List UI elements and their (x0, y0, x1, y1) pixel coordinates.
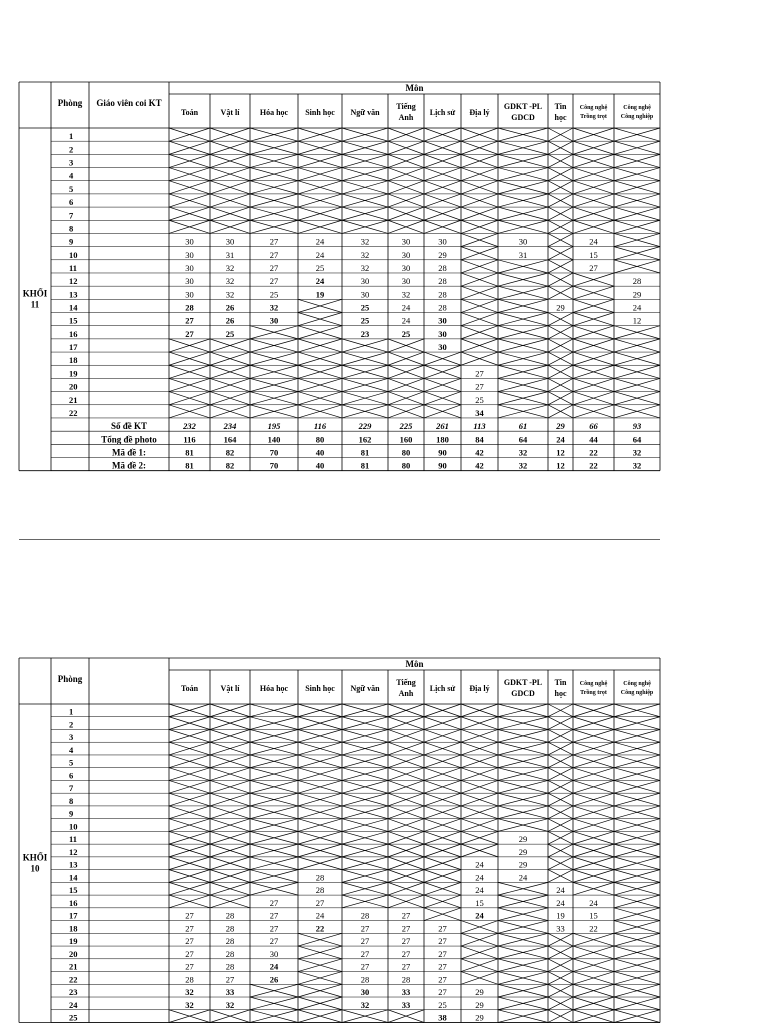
room-count-cell: 30 (185, 236, 194, 247)
subject-header: GDCD (511, 689, 535, 698)
room-number: 1 (69, 706, 74, 717)
room-count-cell: 27 (269, 936, 279, 947)
room-count-cell: 27 (438, 948, 447, 959)
room-number: 18 (69, 923, 78, 934)
room-count-cell: 32 (360, 249, 370, 260)
summary-value: 44 (589, 434, 598, 445)
room-count-cell: 27 (225, 974, 235, 985)
subject-header: Lịch sử (429, 108, 456, 117)
summary-value: 12 (556, 447, 565, 458)
subject-header: học (554, 113, 567, 122)
room-count-cell: 30 (401, 276, 411, 287)
gv-header: Giáo viên coi KT (96, 98, 162, 108)
subject-header: Công nghiệp (620, 690, 654, 696)
summary-value: 42 (475, 447, 484, 458)
summary-value: 195 (267, 421, 281, 432)
room-count-cell: 27 (360, 923, 370, 934)
room-count-cell: 27 (185, 315, 194, 326)
summary-value: 80 (401, 460, 411, 471)
room-count-cell: 29 (475, 999, 484, 1010)
room-number: 7 (69, 783, 74, 794)
room-number: 15 (69, 885, 78, 896)
room-count-cell: 29 (518, 834, 528, 845)
room-count-cell: 23 (360, 328, 370, 339)
room-count-cell: 19 (556, 910, 565, 921)
khoi-label: 10 (30, 863, 40, 874)
summary-value: 90 (438, 460, 447, 471)
room-count-cell: 29 (518, 859, 528, 870)
room-count-cell: 32 (269, 302, 279, 313)
room-count-cell: 15 (589, 249, 598, 260)
room-count-cell: 28 (438, 302, 447, 313)
room-count-cell: 27 (401, 961, 411, 972)
summary-value: 81 (185, 460, 194, 471)
room-count-cell: 24 (475, 872, 484, 883)
subject-header: Tin (554, 102, 567, 111)
room-count-cell: 24 (315, 276, 325, 287)
room-count-cell: 29 (438, 249, 447, 260)
summary-value: 42 (475, 460, 484, 471)
room-count-cell: 29 (632, 289, 642, 300)
room-count-cell: 33 (556, 923, 565, 934)
subject-header: Tiếng (396, 102, 416, 111)
room-number: 11 (69, 834, 78, 845)
summary-value: 24 (556, 434, 565, 445)
room-number: 16 (69, 897, 78, 908)
room-count-cell: 28 (225, 948, 235, 959)
room-number: 19 (69, 368, 78, 379)
room-count-cell: 28 (438, 289, 447, 300)
room-number: 6 (69, 197, 74, 208)
subject-header: Hóa học (259, 684, 289, 693)
room-count-cell: 32 (225, 276, 235, 287)
subject-header: Công nghiệp (620, 114, 654, 120)
summary-value: 160 (399, 434, 413, 445)
summary-value: 234 (223, 421, 237, 432)
summary-value: 84 (475, 434, 484, 445)
room-count-cell: 24 (315, 236, 325, 247)
khoi-label: KHỐI (22, 852, 48, 863)
subject-header: Địa lý (469, 108, 490, 117)
room-count-cell: 27 (360, 936, 370, 947)
room-count-cell: 25 (315, 262, 325, 273)
room-count-cell: 30 (401, 236, 411, 247)
room-count-cell: 30 (401, 249, 411, 260)
room-count-cell: 24 (475, 885, 484, 896)
room-number: 14 (69, 872, 78, 883)
room-count-cell: 28 (225, 923, 235, 934)
grade-10-exam-table (19, 658, 660, 1023)
room-number: 13 (69, 859, 78, 870)
room-count-cell: 24 (315, 910, 325, 921)
room-count-cell: 27 (401, 923, 411, 934)
room-count-cell: 30 (360, 987, 370, 998)
room-count-cell: 24 (475, 859, 484, 870)
room-count-cell: 30 (401, 262, 411, 273)
room-number: 20 (69, 381, 78, 392)
summary-value: 81 (360, 460, 370, 471)
room-count-cell: 34 (475, 407, 484, 418)
subject-header: Lịch sử (429, 684, 456, 693)
room-count-cell: 28 (225, 910, 235, 921)
room-number: 12 (69, 276, 78, 287)
subject-header: GDCD (511, 113, 535, 122)
summary-value: 40 (315, 460, 325, 471)
summary-value: 40 (315, 447, 325, 458)
room-number: 2 (69, 719, 74, 730)
room-count-cell: 32 (360, 236, 370, 247)
subject-header: Sinh học (305, 684, 335, 693)
room-count-cell: 25 (401, 328, 411, 339)
room-number: 7 (69, 210, 74, 221)
room-number: 4 (69, 744, 74, 755)
summary-value: 116 (183, 434, 196, 445)
room-count-cell: 33 (401, 999, 411, 1010)
room-count-cell: 28 (225, 936, 235, 947)
room-count-cell: 30 (438, 342, 447, 353)
grade-11-exam-table (19, 82, 660, 471)
subject-header: GDKT -PL (503, 102, 543, 111)
room-count-cell: 27 (438, 936, 447, 947)
room-number: 17 (69, 910, 78, 921)
room-count-cell: 30 (225, 236, 235, 247)
summary-value: 164 (223, 434, 237, 445)
room-count-cell: 29 (556, 302, 565, 313)
room-count-cell: 27 (360, 961, 370, 972)
room-number: 20 (69, 948, 78, 959)
subject-header: Công nghệ (623, 681, 651, 687)
room-number: 8 (69, 795, 74, 806)
room-count-cell: 27 (269, 897, 279, 908)
subject-header: Công nghệ (579, 105, 608, 111)
room-count-cell: 26 (225, 302, 235, 313)
room-count-cell: 28 (438, 262, 447, 273)
room-count-cell: 28 (185, 974, 194, 985)
room-count-cell: 25 (438, 999, 447, 1010)
summary-value: 140 (267, 434, 281, 445)
summary-value: 82 (225, 447, 235, 458)
room-count-cell: 24 (556, 897, 565, 908)
subject-header: Toán (180, 108, 199, 117)
summary-value: 22 (589, 460, 598, 471)
room-count-cell: 15 (589, 910, 598, 921)
subject-header: Anh (398, 689, 414, 698)
room-number: 16 (69, 328, 78, 339)
summary-value: 261 (436, 421, 449, 432)
subject-header: Vật lí (220, 108, 240, 117)
room-number: 14 (69, 302, 78, 313)
room-count-cell: 27 (475, 381, 484, 392)
room-count-cell: 30 (185, 276, 194, 287)
subject-header: Địa lý (469, 684, 490, 693)
room-number: 21 (69, 961, 78, 972)
room-count-cell: 25 (360, 302, 370, 313)
room-count-cell: 12 (632, 315, 642, 326)
room-count-cell: 24 (269, 961, 279, 972)
subject-header: Sinh học (305, 108, 335, 117)
room-number: 19 (69, 936, 78, 947)
room-number: 9 (69, 808, 74, 819)
subject-header: GDKT -PL (503, 678, 543, 687)
summary-value: 162 (358, 434, 372, 445)
room-number: 18 (69, 355, 78, 366)
room-count-cell: 30 (438, 315, 447, 326)
mon-header: Môn (405, 83, 424, 93)
room-count-cell: 38 (438, 1012, 447, 1023)
room-count-cell: 28 (401, 974, 411, 985)
summary-value: 66 (589, 421, 598, 432)
room-count-cell: 27 (438, 961, 447, 972)
subject-header: Vật lí (220, 684, 240, 693)
room-count-cell: 25 (360, 315, 370, 326)
room-count-cell: 27 (185, 961, 194, 972)
summary-value: 12 (556, 460, 565, 471)
room-count-cell: 27 (269, 236, 279, 247)
room-count-cell: 32 (225, 999, 235, 1010)
summary-label: Mã đề 1: (112, 447, 146, 458)
room-count-cell: 30 (438, 236, 447, 247)
summary-value: 93 (632, 421, 642, 432)
room-number: 23 (69, 987, 78, 998)
phong-header: Phòng (57, 98, 83, 108)
room-count-cell: 29 (475, 987, 484, 998)
room-count-cell: 32 (401, 289, 411, 300)
room-count-cell: 28 (315, 872, 325, 883)
room-count-cell: 27 (185, 910, 194, 921)
room-count-cell: 32 (360, 999, 370, 1010)
room-count-cell: 28 (438, 276, 447, 287)
room-count-cell: 32 (185, 987, 194, 998)
room-count-cell: 31 (518, 249, 528, 260)
summary-value: 232 (183, 421, 196, 432)
room-count-cell: 33 (401, 987, 411, 998)
room-count-cell: 32 (225, 262, 235, 273)
summary-value: 32 (518, 447, 528, 458)
subject-header: Anh (398, 113, 414, 122)
room-count-cell: 27 (269, 910, 279, 921)
room-count-cell: 27 (438, 974, 447, 985)
room-count-cell: 30 (438, 328, 447, 339)
room-number: 6 (69, 770, 74, 781)
room-count-cell: 24 (475, 910, 484, 921)
room-count-cell: 27 (589, 262, 598, 273)
room-count-cell: 27 (269, 276, 279, 287)
subject-header: Công nghệ (579, 681, 608, 687)
subject-header: Hóa học (259, 108, 289, 117)
subject-header: Ngữ văn (350, 684, 380, 693)
room-count-cell: 30 (185, 249, 194, 260)
summary-value: 81 (360, 447, 370, 458)
room-count-cell: 30 (269, 948, 279, 959)
room-count-cell: 25 (475, 394, 484, 405)
room-number: 9 (69, 236, 74, 247)
room-count-cell: 25 (225, 328, 235, 339)
summary-value: 113 (473, 421, 486, 432)
summary-label: Mã đề 2: (112, 460, 146, 471)
room-count-cell: 30 (185, 262, 194, 273)
room-number: 17 (69, 342, 78, 353)
room-count-cell: 27 (269, 923, 279, 934)
room-count-cell: 30 (360, 289, 370, 300)
room-number: 3 (69, 732, 74, 743)
summary-value: 225 (399, 421, 413, 432)
room-count-cell: 27 (401, 910, 411, 921)
room-count-cell: 32 (225, 289, 235, 300)
room-count-cell: 27 (269, 262, 279, 273)
summary-value: 180 (436, 434, 449, 445)
room-number: 11 (69, 262, 78, 273)
room-number: 15 (69, 315, 78, 326)
room-number: 13 (69, 289, 78, 300)
room-count-cell: 30 (518, 236, 528, 247)
summary-value: 70 (269, 460, 279, 471)
room-count-cell: 28 (185, 302, 194, 313)
mon-header: Môn (405, 659, 424, 669)
summary-value: 116 (313, 421, 327, 432)
room-count-cell: 27 (269, 249, 279, 260)
room-number: 12 (69, 846, 78, 857)
room-count-cell: 27 (401, 936, 411, 947)
room-count-cell: 24 (518, 872, 528, 883)
summary-value: 61 (518, 421, 528, 432)
summary-value: 32 (632, 460, 642, 471)
summary-value: 32 (632, 447, 642, 458)
room-number: 21 (69, 394, 78, 405)
room-count-cell: 24 (315, 249, 325, 260)
room-number: 3 (69, 157, 74, 168)
room-count-cell: 27 (475, 368, 484, 379)
room-count-cell: 24 (632, 302, 642, 313)
room-count-cell: 28 (360, 974, 370, 985)
room-count-cell: 25 (269, 289, 279, 300)
khoi-label: KHỐI (22, 288, 48, 299)
summary-value: 64 (518, 434, 528, 445)
subject-header: Công nghệ (623, 105, 651, 111)
summary-value: 82 (225, 460, 235, 471)
room-count-cell: 29 (518, 846, 528, 857)
room-count-cell: 26 (269, 974, 279, 985)
room-count-cell: 33 (225, 987, 235, 998)
room-number: 2 (69, 144, 74, 155)
subject-header: Tiếng (396, 678, 416, 687)
room-count-cell: 27 (315, 897, 325, 908)
room-count-cell: 24 (556, 885, 565, 896)
room-number: 10 (69, 821, 78, 832)
room-count-cell: 26 (225, 315, 235, 326)
room-count-cell: 24 (589, 897, 598, 908)
room-count-cell: 27 (185, 936, 194, 947)
room-count-cell: 28 (632, 276, 642, 287)
room-count-cell: 19 (315, 289, 325, 300)
summary-value: 29 (556, 421, 565, 432)
subject-header: Toán (180, 684, 199, 693)
room-count-cell: 27 (438, 987, 447, 998)
summary-value: 81 (185, 447, 194, 458)
summary-value: 70 (269, 447, 279, 458)
room-count-cell: 24 (589, 236, 598, 247)
subject-header: Trồng trọt (580, 690, 607, 696)
room-number: 22 (69, 974, 78, 985)
room-count-cell: 24 (401, 302, 411, 313)
room-number: 5 (69, 183, 74, 194)
room-count-cell: 22 (589, 923, 598, 934)
room-count-cell: 28 (225, 961, 235, 972)
room-number: 1 (69, 131, 74, 142)
summary-label: Số đề KT (110, 421, 148, 432)
room-count-cell: 27 (438, 923, 447, 934)
room-count-cell: 27 (185, 948, 194, 959)
room-count-cell: 30 (360, 276, 370, 287)
room-count-cell: 32 (360, 262, 370, 273)
room-count-cell: 27 (360, 948, 370, 959)
room-number: 8 (69, 223, 74, 234)
room-count-cell: 28 (315, 885, 325, 896)
room-count-cell: 27 (185, 923, 194, 934)
room-count-cell: 22 (315, 923, 325, 934)
section-divider (19, 539, 660, 540)
phong-header: Phòng (57, 674, 83, 684)
subject-header: Tin (554, 678, 567, 687)
room-count-cell: 31 (225, 249, 235, 260)
subject-header: học (554, 689, 567, 698)
room-number: 25 (69, 1012, 78, 1023)
room-count-cell: 15 (475, 897, 484, 908)
room-count-cell: 29 (475, 1012, 484, 1023)
subject-header: Trồng trọt (580, 114, 607, 120)
room-count-cell: 24 (401, 315, 411, 326)
khoi-label: 11 (30, 299, 40, 310)
summary-value: 90 (438, 447, 447, 458)
room-count-cell: 30 (185, 289, 194, 300)
room-number: 5 (69, 757, 74, 768)
room-number: 22 (69, 407, 78, 418)
summary-value: 229 (358, 421, 372, 432)
room-number: 10 (69, 249, 78, 260)
summary-value: 32 (518, 460, 528, 471)
room-count-cell: 27 (401, 948, 411, 959)
room-count-cell: 30 (269, 315, 279, 326)
room-count-cell: 28 (360, 910, 370, 921)
room-count-cell: 27 (185, 328, 194, 339)
summary-value: 22 (589, 447, 598, 458)
subject-header: Ngữ văn (350, 108, 380, 117)
summary-label: Tổng đề photo (101, 434, 157, 445)
room-number: 4 (69, 170, 74, 181)
summary-value: 80 (315, 434, 325, 445)
room-number: 24 (69, 999, 78, 1010)
summary-value: 80 (401, 447, 411, 458)
room-count-cell: 32 (185, 999, 194, 1010)
summary-value: 64 (632, 434, 642, 445)
